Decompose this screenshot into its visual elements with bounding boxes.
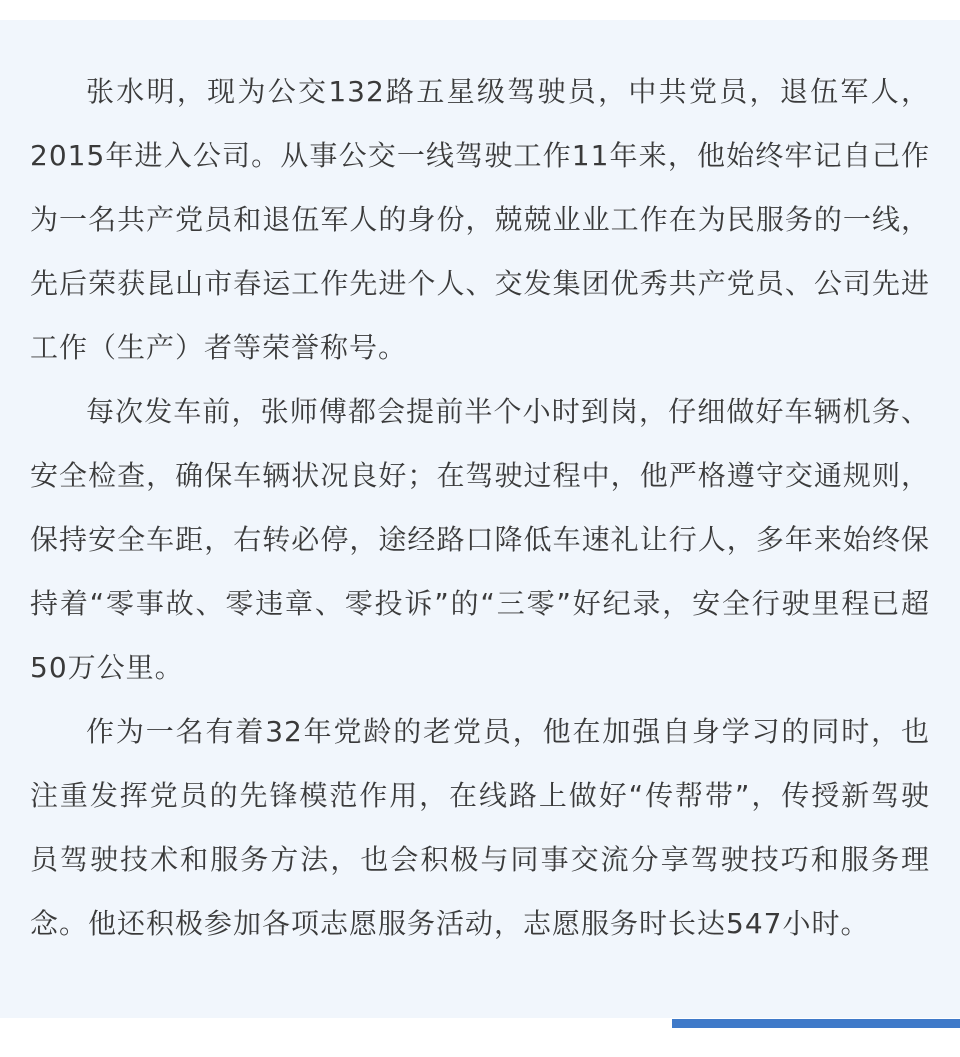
article-panel — [0, 20, 960, 1018]
paragraph-2: 每次发车前，张师傅都会提前半个小时到岗，仔细做好车辆机务、安全检查，确保车辆状况良好；在驾驶过程中，他严格遵守交通规则，保持安全车距，右转必停，途经路口降低车速礼让行人，多年来始终保持着“零事故、零违章、零投诉”的“三零”好纪录，安全行驶里程已超50万公里。 — [30, 395, 930, 684]
article-body — [30, 60, 930, 956]
paragraph-1: 张水明，现为公交132路五星级驾驶员，中共党员，退伍军人，2015年进入公司。从事公交一线驾驶工作11年来，他始终牢记自己作为一名共产党员和退伍军人的身份，兢兢业业工作在为民服务的一线，先后荣获昆山市春运工作先进个人、交发集团优秀共产党员、公司先进工作（生产）者等荣誉称号。 — [30, 75, 930, 364]
accent-bar — [672, 1019, 960, 1028]
paragraph-3: 作为一名有着32年党龄的老党员，他在加强自身学习的同时，也注重发挥党员的先锋模范作用，在线路上做好“传帮带”，传授新驾驶员驾驶技术和服务方法，也会积极与同事交流分享驾驶技巧和服务理念。他还积极参加各项志愿服务活动，志愿服务时长达547小时。 — [30, 715, 930, 940]
